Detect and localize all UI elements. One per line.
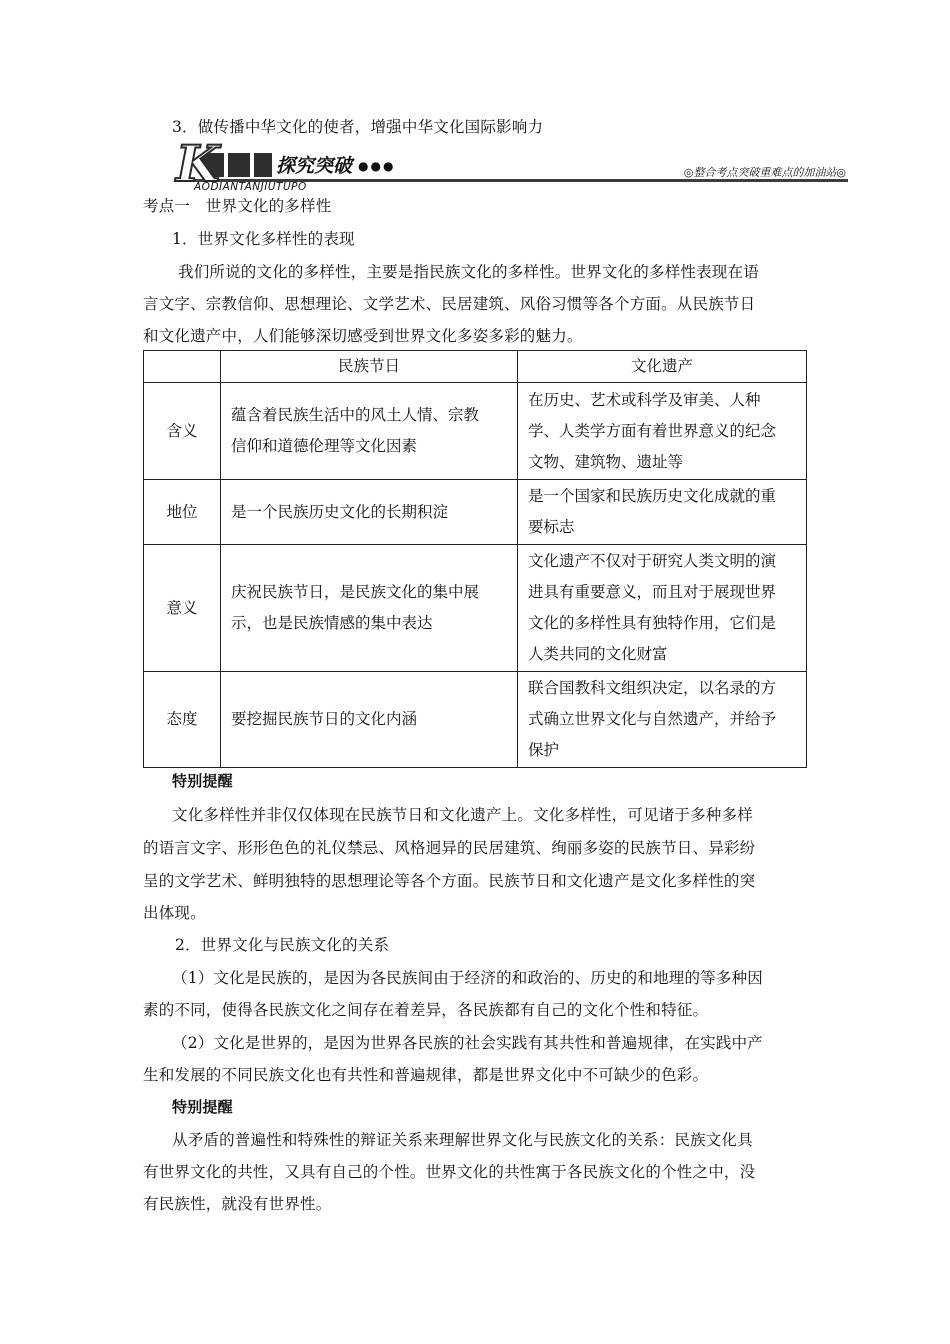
cell-line: 人类共同的文化财富	[528, 645, 668, 663]
section-title: 考点一 世界文化的多样性	[143, 197, 332, 215]
tip1-line: 出体现。	[143, 904, 206, 922]
tip2-line: 从矛盾的普遍性和特殊性的辩证关系来理解世界文化与民族文化的关系：民族文化具	[172, 1131, 753, 1149]
point2-line: 生和发展的不同民族文化也有共性和普遍规律，都是世界文化中不可缺少的色彩。	[143, 1066, 709, 1084]
paragraph-line: 我们所说的文化的多样性，主要是指民族文化的多样性。世界文化的多样性表现在语	[178, 263, 759, 281]
tip1-line: 的语言文字、形形色色的礼仪禁忌、风格迥异的民居建筑、绚丽多姿的民族节日、异彩纷	[143, 839, 756, 857]
cell-line: 示，也是民族情感的集中表达	[231, 614, 433, 632]
row-label: 态度	[144, 672, 221, 768]
table-header-cell: 文化遗产	[518, 351, 807, 383]
table-row	[144, 545, 807, 672]
point2-line: （2）文化是世界的，是因为世界各民族的社会实践有其共性和普遍规律，在实践中产	[172, 1034, 763, 1052]
festival-cell	[221, 383, 518, 480]
cell-line: 是一个国家和民族历史文化成就的重	[528, 487, 777, 505]
tip2-heading: 特别提醒	[172, 1098, 233, 1116]
cell-line: 文物、建筑物、遗址等	[528, 452, 684, 471]
cell-line: 联合国教科文组织决定，以名录的方	[528, 679, 777, 697]
tip1-heading: 特别提醒	[172, 772, 233, 790]
tip2-line: 有世界文化的共性，又具有自己的个性。世界文化的共性寓于各民族文化的个性之中，没	[143, 1163, 756, 1181]
cell-line: 在历史、艺术或科学及审美、人种	[528, 390, 761, 409]
table-header-cell	[144, 351, 221, 383]
banner-dots: ●●●	[358, 159, 396, 173]
paragraph-line: 言文字、宗教信仰、思想理论、文学艺术、民居建筑、风俗习惯等各个方面。从民族节日	[143, 295, 756, 313]
heritage-cell	[518, 545, 807, 672]
intro-line: 3．做传播中华文化的使者，增强中华文化国际影响力	[172, 118, 544, 136]
banner-pinyin: AODIANTANJIUTUPO	[194, 181, 307, 193]
cell-line: 文化遗产不仅对于研究人类文明的演	[528, 552, 777, 570]
cell-line: 是一个民族历史文化的长期积淀	[231, 502, 449, 521]
cell-line: 要挖掘民族节日的文化内涵	[231, 710, 418, 728]
festival-cell	[221, 672, 518, 768]
tip1-line: 呈的文学艺术、鲜明独特的思想理论等各个方面。民族节日和文化遗产是文化多样性的突	[143, 872, 756, 890]
table-row	[144, 480, 807, 545]
point2-line: （1）文化是民族的，是因为各民族间由于经济的和政治的、历史的和地理的等多种因	[172, 969, 763, 987]
cell-line: 信仰和道德伦理等文化因素	[231, 437, 418, 455]
cell-line: 蕴含着民族生活中的风土人情、宗教	[231, 406, 480, 424]
point1-heading: 1．世界文化多样性的表现	[172, 230, 355, 248]
row-label: 意义	[144, 545, 221, 672]
cell-line: 式确立世界文化与自然遗产，并给予	[528, 710, 777, 728]
comparison-table	[143, 350, 807, 768]
banner-letter: K	[176, 134, 220, 193]
row-label: 地位	[144, 480, 221, 545]
table-row	[144, 672, 807, 768]
festival-cell	[221, 545, 518, 672]
banner-right-text: ◎整合考点突破重难点的加油站◎	[683, 166, 846, 179]
point2-heading: 2．世界文化与民族文化的关系	[175, 936, 390, 954]
cell-line: 庆祝民族节日，是民族文化的集中展	[231, 583, 480, 601]
table-header-cell: 民族节日	[221, 351, 518, 383]
cell-line: 保护	[528, 741, 560, 759]
cell-line: 进具有重要意义，而且对于展现世界	[528, 583, 777, 601]
heritage-cell	[518, 480, 807, 545]
cell-line: 文化的多样性具有独特作用，它们是	[528, 614, 777, 632]
cell-line: 要标志	[528, 518, 575, 536]
tip2-line: 有民族性，就没有世界性。	[143, 1195, 332, 1213]
table-row	[144, 383, 807, 480]
section-banner	[172, 134, 848, 193]
heritage-cell	[518, 383, 807, 480]
table-header-row	[144, 351, 807, 383]
banner-title: 探究突破	[272, 151, 356, 178]
festival-cell	[221, 480, 518, 545]
tip1-line: 文化多样性并非仅仅体现在民族节日和文化遗产上。文化多样性，可见诸于多种多样	[172, 806, 753, 824]
point2-line: 素的不同，使得各民族文化之间存在着差异，各民族都有自己的文化个性和特征。	[143, 1001, 709, 1019]
heritage-cell	[518, 672, 807, 768]
paragraph-line: 和文化遗产中，人们能够深切感受到世界文化多姿多彩的魅力。	[143, 327, 583, 345]
cell-line: 学、人类学方面有着世界意义的纪念	[528, 421, 777, 440]
row-label: 含义	[144, 383, 221, 480]
